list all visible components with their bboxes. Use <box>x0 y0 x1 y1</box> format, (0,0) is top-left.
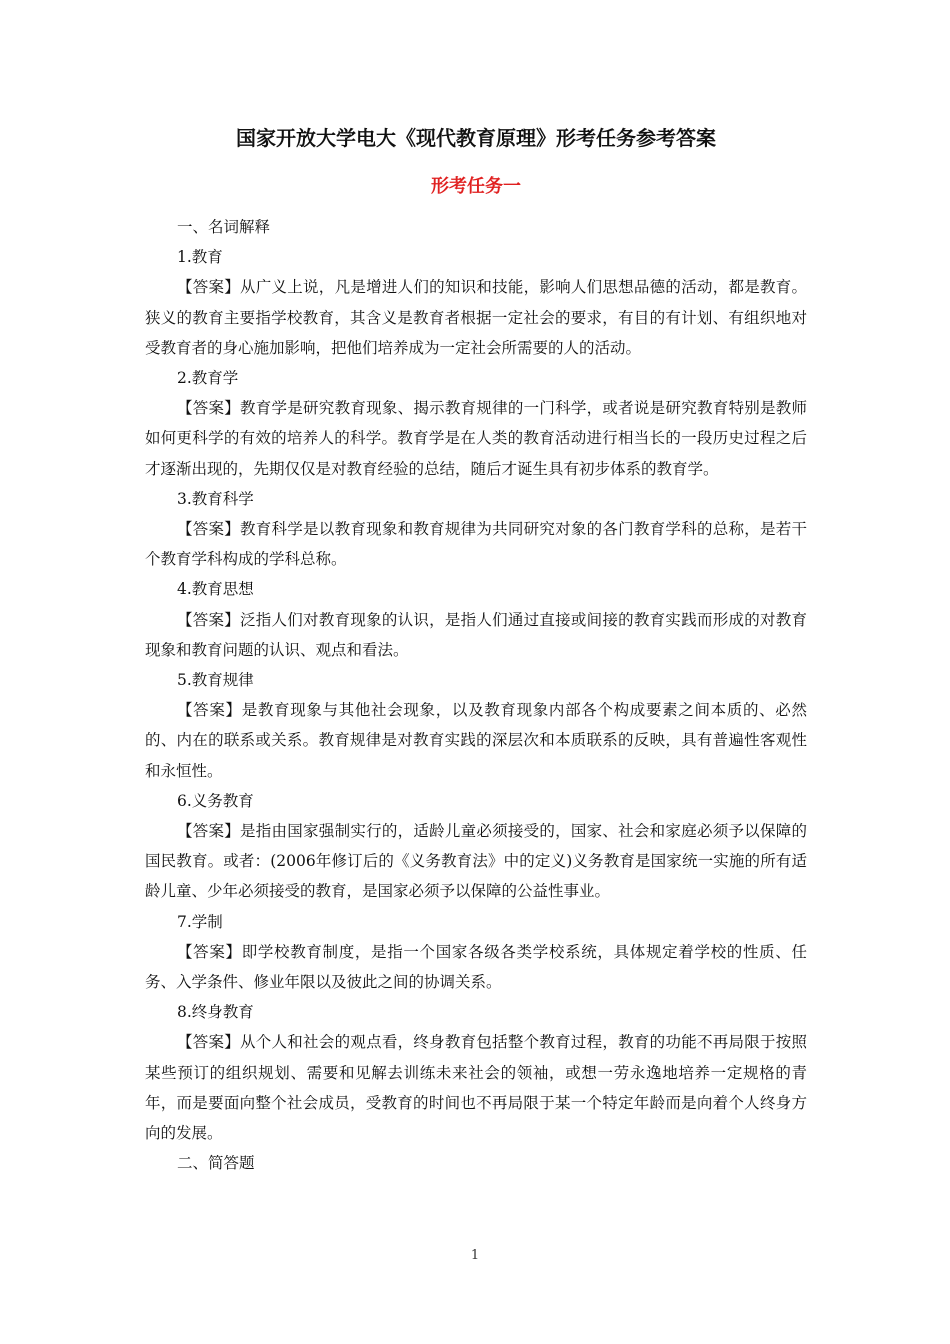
answer-paragraph <box>145 393 807 484</box>
page-number: 1 <box>470 1248 480 1263</box>
answer-text: 是教育现象与其他社会现象，以及教育现象内部各个构成要素之间本质的、必然的、内在的联系或关系。教育规律是对教育实践的深层次和本质联系的反映，具有普遍性客观性和永恒性。 <box>145 701 807 780</box>
answer-paragraph <box>145 605 807 665</box>
term-list <box>145 242 807 1148</box>
part-heading-short-answer: 二、简答题 <box>177 1154 255 1173</box>
answer-label: 【答案】 <box>177 822 241 841</box>
answer-label: 【答案】 <box>177 942 242 961</box>
term-heading: 8.终身教育 <box>177 1003 254 1022</box>
term-heading: 5.教育规律 <box>177 671 254 690</box>
term-heading: 2.教育学 <box>177 369 239 388</box>
section-title: 形考任务一 <box>431 176 521 197</box>
answer-text: 泛指人们对教育现象的认识，是指人们通过直接或间接的教育实践而形成的对教育现象和教育问题的认识、观点和看法。 <box>145 610 807 659</box>
answer-text: 即学校教育制度，是指一个国家各级各类学校系统，具体规定着学校的性质、任务、入学条件、修业年限以及彼此之间的协调关系。 <box>145 942 807 992</box>
answer-text: 是指由国家强制实行的，适龄儿童必须接受的，国家、社会和家庭必须予以保障的国民教育。或者：(2006年修订后的《义务教育法》中的定义)义务教育是国家统一实施的所有适龄儿童、少年必须接受的教育，是国家必须予以保障的公益性事业。 <box>145 822 807 901</box>
answer-paragraph <box>145 937 807 997</box>
answer-text: 从个人和社会的观点看，终身教育包括整个教育过程，教育的功能不再局限于按照某些预订的组织规划、需要和见解去训练未来社会的领袖，或想一劳永逸地培养一定规格的青年，而是要面向整个社会成员，受教育的时间也不再局限于某一个特定年龄而是向着个人终身方向的发展。 <box>145 1033 807 1143</box>
term-heading: 7.学制 <box>177 912 223 931</box>
answer-label: 【答案】 <box>177 701 242 720</box>
answer-paragraph <box>145 1027 807 1148</box>
term-heading: 4.教育思想 <box>177 580 254 599</box>
term-heading: 6.义务教育 <box>177 791 254 810</box>
answer-paragraph <box>145 816 807 907</box>
answer-label: 【答案】 <box>177 278 241 297</box>
answer-text: 教育科学是以教育现象和教育规律为共同研究对象的各门教育学科的总称，是若干个教育学科构成的学科总称。 <box>145 520 807 569</box>
part-heading-terms: 一、名词解释 <box>177 218 271 236</box>
answer-label: 【答案】 <box>177 520 241 539</box>
term-heading: 3.教育科学 <box>177 489 254 508</box>
answer-text: 从广义上说，凡是增进人们的知识和技能，影响人们思想品德的活动，都是教育。狭义的教育主要指学校教育，其含义是教育者根据一定社会的要求，有目的有计划、有组织地对受教育者的身心施加影响，把他们培养成为一定社会所需要的人的活动。 <box>145 278 807 357</box>
answer-label: 【答案】 <box>177 1033 241 1052</box>
answer-paragraph <box>145 514 807 574</box>
answer-paragraph <box>145 272 807 363</box>
answer-text: 教育学是研究教育现象、揭示教育规律的一门科学，或者说是研究教育特别是教师如何更科学的有效的培养人的科学。教育学是在人类的教育活动进行相当长的一段历史过程之后才逐渐出现的，先期仅仅是对教育经验的总结，随后才诞生具有初步体系的教育学。 <box>145 399 807 478</box>
answer-label: 【答案】 <box>177 399 241 418</box>
page-content <box>145 120 807 1179</box>
answer-label: 【答案】 <box>177 610 241 629</box>
answer-paragraph <box>145 695 807 786</box>
document-title: 国家开放大学电大《现代教育原理》形考任务参考答案 <box>236 126 716 150</box>
term-heading: 1.教育 <box>177 248 223 267</box>
